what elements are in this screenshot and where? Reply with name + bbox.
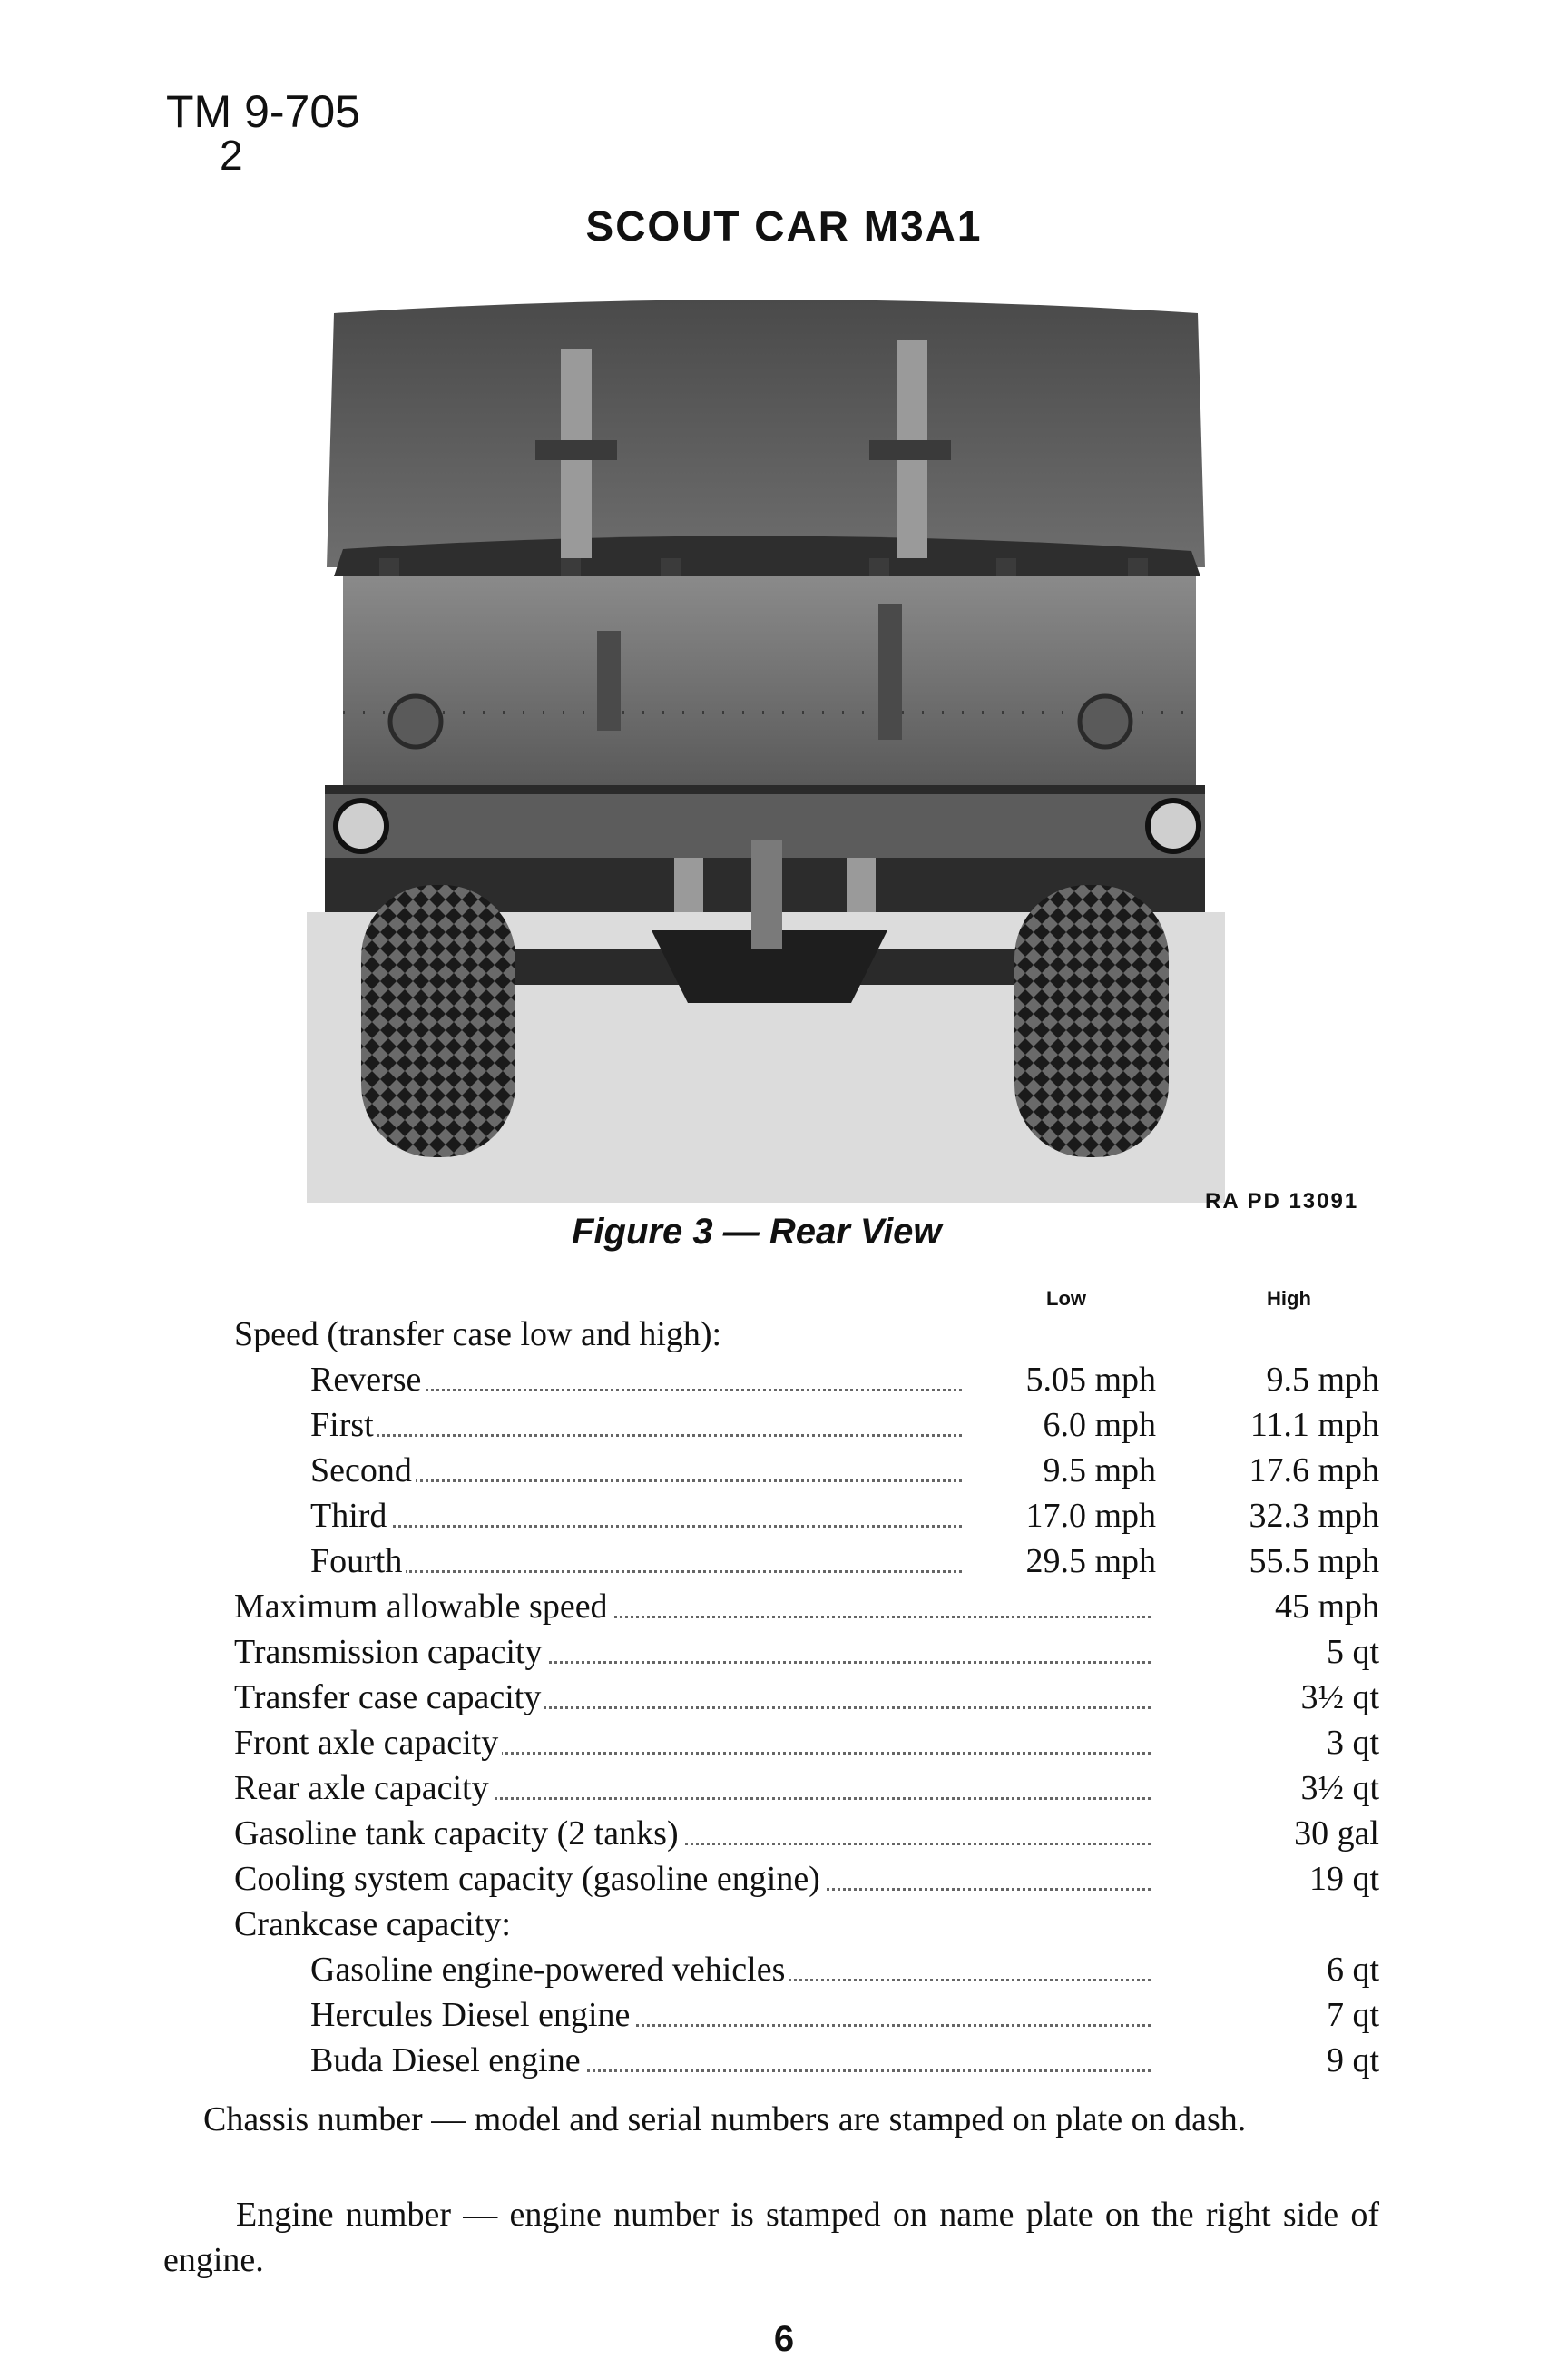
rear-view-photo bbox=[307, 295, 1225, 1203]
crankcase-heading: Crankcase capacity: bbox=[234, 1905, 511, 1943]
low-speed-value: 29.5 mph bbox=[1025, 1542, 1156, 1580]
figure-caption: Figure 3 — Rear View bbox=[572, 1212, 942, 1252]
spec-row bbox=[310, 1450, 1379, 1491]
page-title: SCOUT CAR M3A1 bbox=[585, 202, 983, 250]
high-speed-value: 17.6 mph bbox=[1249, 1451, 1379, 1489]
engine-number-paragraph: Engine number — engine number is stamped on name plate on the right side of engine. bbox=[163, 2196, 1379, 2279]
spec-label: Cooling system capacity (gasoline engine) bbox=[234, 1858, 824, 1900]
spec-row bbox=[310, 1540, 1379, 1582]
spec-label: Fourth bbox=[310, 1540, 406, 1582]
spec-row bbox=[310, 1495, 1379, 1537]
dot-leader bbox=[310, 1434, 962, 1437]
spec-row bbox=[310, 2040, 1379, 2081]
spec-row bbox=[310, 1994, 1379, 2036]
figure-code: RA PD 13091 bbox=[1205, 1189, 1359, 1214]
spec-value: 19 qt bbox=[1308, 1860, 1379, 1898]
high-speed-value: 11.1 mph bbox=[1250, 1406, 1379, 1444]
spec-value: 5 qt bbox=[1326, 1633, 1379, 1671]
spec-label: Transmission capacity bbox=[234, 1631, 546, 1673]
spec-row bbox=[234, 1813, 1379, 1854]
spec-value: 7 qt bbox=[1326, 1996, 1379, 2034]
spec-row bbox=[310, 1949, 1379, 1991]
chassis-number-paragraph: Chassis number — model and serial numbers are stamped on plate on dash. bbox=[203, 2100, 1247, 2138]
high-speed-value: 9.5 mph bbox=[1266, 1361, 1379, 1399]
spec-label: Buda Diesel engine bbox=[310, 2040, 584, 2081]
spec-label: Hercules Diesel engine bbox=[310, 1994, 633, 2036]
spec-row bbox=[310, 1359, 1379, 1401]
spec-value: 30 gal bbox=[1294, 1814, 1379, 1853]
spec-value: 3½ qt bbox=[1300, 1769, 1379, 1807]
column-heading-high: High bbox=[1267, 1287, 1311, 1310]
spec-value: 3½ qt bbox=[1300, 1678, 1379, 1716]
spec-label: Gasoline tank capacity (2 tanks) bbox=[234, 1813, 682, 1854]
spec-label: Transfer case capacity bbox=[234, 1676, 544, 1718]
spec-row bbox=[234, 1586, 1379, 1627]
spec-label: First bbox=[310, 1404, 377, 1446]
dot-leader bbox=[310, 1570, 962, 1573]
tm-number: TM 9-705 bbox=[166, 86, 360, 137]
spec-row bbox=[234, 1631, 1379, 1673]
spec-label: Front axle capacity bbox=[234, 1722, 502, 1764]
spec-label: Third bbox=[310, 1495, 390, 1537]
spec-label: Rear axle capacity bbox=[234, 1767, 493, 1809]
spec-row bbox=[234, 1676, 1379, 1718]
high-speed-value: 55.5 mph bbox=[1249, 1542, 1379, 1580]
spec-value: 9 qt bbox=[1326, 2041, 1379, 2079]
spec-value: 45 mph bbox=[1274, 1588, 1379, 1626]
spec-label: Maximum allowable speed bbox=[234, 1586, 612, 1627]
spec-label: Gasoline engine-powered vehicles bbox=[310, 1949, 789, 1991]
spec-label: Reverse bbox=[310, 1359, 425, 1401]
speed-heading: Speed (transfer case low and high): bbox=[234, 1315, 722, 1353]
spec-label: Second bbox=[310, 1450, 416, 1491]
spec-row bbox=[310, 1404, 1379, 1446]
dot-leader bbox=[310, 1525, 962, 1528]
low-speed-value: 9.5 mph bbox=[1043, 1451, 1156, 1489]
low-speed-value: 17.0 mph bbox=[1025, 1497, 1156, 1535]
spec-value: 3 qt bbox=[1326, 1724, 1379, 1762]
low-speed-value: 5.05 mph bbox=[1025, 1361, 1156, 1399]
page-number: 6 bbox=[773, 2319, 795, 2359]
spec-value: 6 qt bbox=[1326, 1951, 1379, 1989]
column-heading-low: Low bbox=[1046, 1287, 1086, 1310]
spec-row bbox=[234, 1767, 1379, 1809]
section-number: 2 bbox=[220, 132, 243, 179]
low-speed-value: 6.0 mph bbox=[1043, 1406, 1156, 1444]
spec-row bbox=[234, 1858, 1379, 1900]
high-speed-value: 32.3 mph bbox=[1249, 1497, 1379, 1535]
spec-row bbox=[234, 1722, 1379, 1764]
